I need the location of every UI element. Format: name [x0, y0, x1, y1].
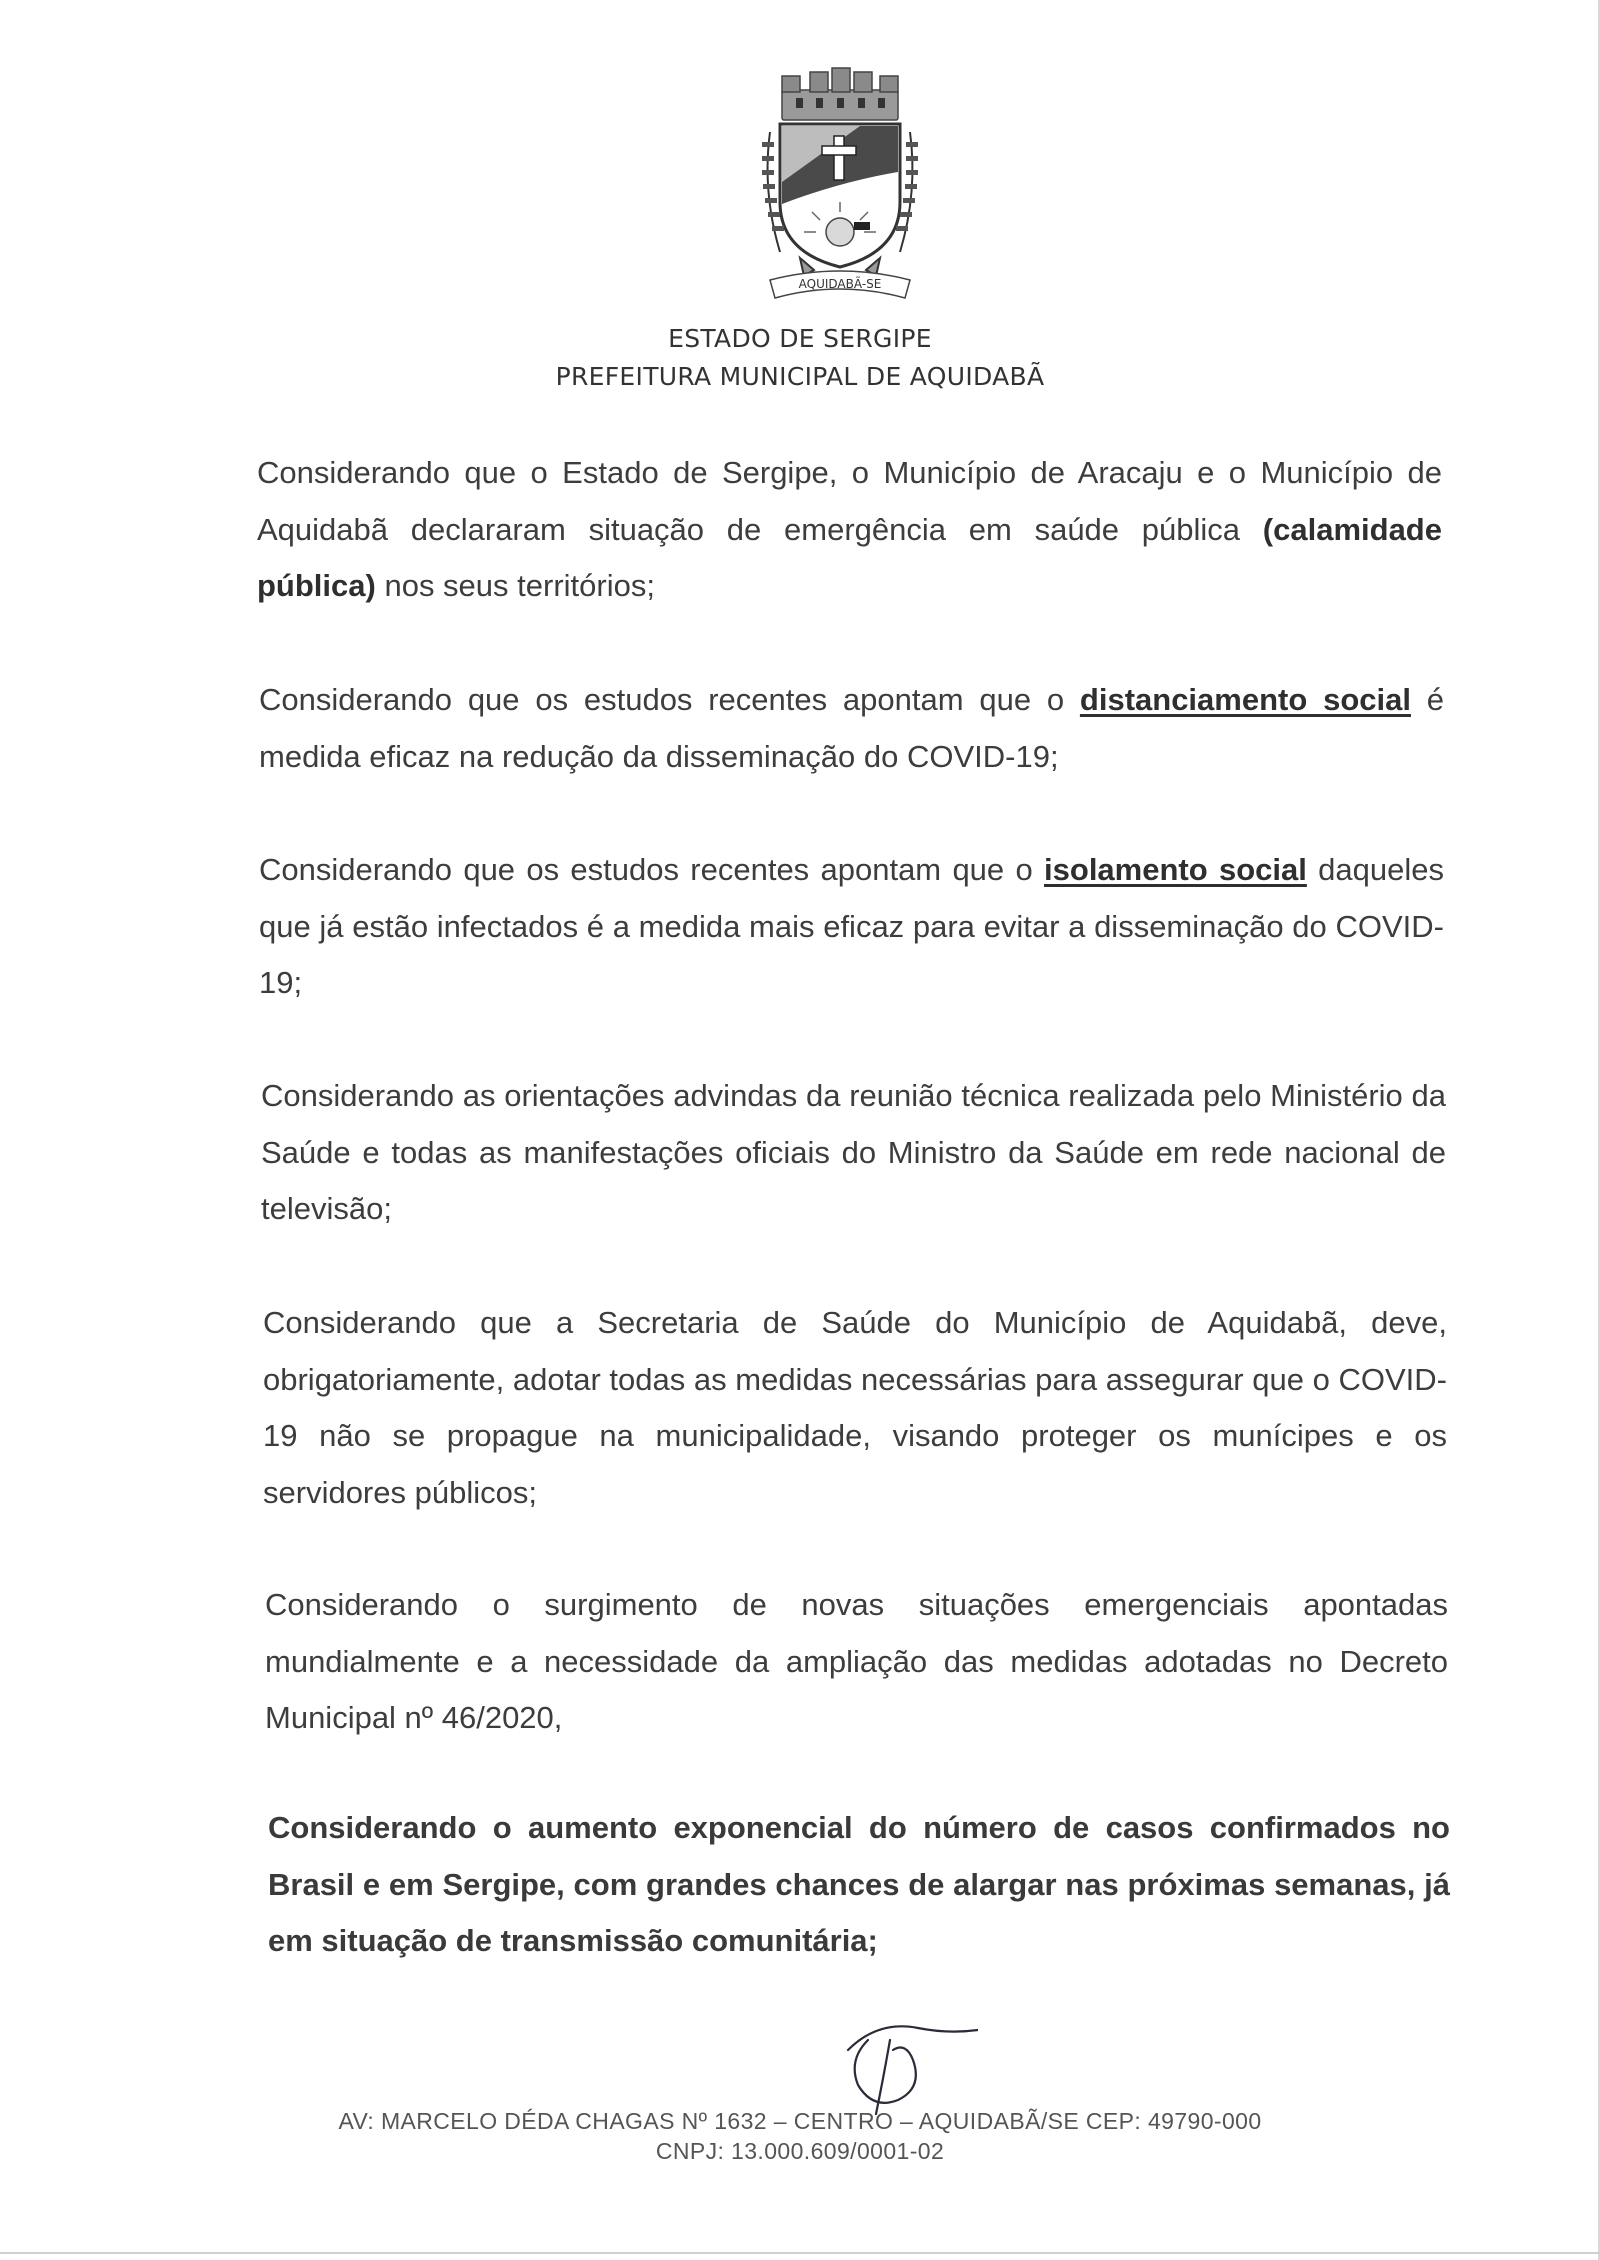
paragraph-text: Considerando que os estudos recentes apontam que o: [259, 852, 1045, 887]
paragraph-4: Considerando as orientações advindas da reunião técnica realizada pelo Ministério da Saúde e todas as manifestações oficiais do Ministro da Saúde em rede nacional de televisão;: [261, 1078, 1446, 1226]
handwritten-initial-icon: [828, 2010, 978, 2120]
paragraph-5: Considerando que a Secretaria de Saúde do Município de Aquidabã, deve, obrigatoriamente, adotar todas as medidas necessárias para assegurar que o COVID-19 não se propague na municipalidade, visando proteger os munícipes e os servidores públicos;: [263, 1305, 1447, 1510]
header-municipality: PREFEITURA MUNICIPAL DE AQUIDABÃ: [555, 362, 1045, 391]
paragraph-1: [257, 445, 1442, 615]
footer-address: AV: MARCELO DÉDA CHAGAS Nº 1632 – CENTRO – AQUIDABÃ/SE CEP: 49790-000: [338, 2108, 1262, 2134]
paragraph-text: Considerando que o Estado de Sergipe, o Município de Aracaju e o Município de Aquidabã declararam situação de emergência em saúde pública: [257, 455, 1442, 547]
paragraph-text: daqueles que já estão infectados é a medida mais eficaz para evitar a disseminação do COVID-19;: [259, 852, 1445, 1000]
scan-edge: [0, 2252, 1600, 2254]
paragraph-7: Considerando o aumento exponencial do número de casos confirmados no Brasil e em Sergipe, com grandes chances de alargar nas próximas semanas, já em situação de transmissão comunitária;: [268, 1810, 1450, 1958]
bold-text: (calamidade pública): [257, 511, 1442, 603]
underlined-bold-text: distanciamento social: [1079, 682, 1411, 717]
paragraph-2: [259, 672, 1444, 785]
paragraph-text: nos seus territórios;: [375, 568, 655, 603]
underlined-bold-text: isolamento social: [1044, 852, 1307, 887]
paragraph-text: é medida eficaz na redução da disseminação do COVID-19;: [259, 682, 1445, 774]
municipal-coat-of-arms-icon: [740, 62, 940, 312]
paragraph-3: [259, 842, 1444, 1012]
paragraph-text: Considerando que os estudos recentes apontam que o: [259, 682, 1080, 717]
paragraph-6: Considerando o surgimento de novas situações emergenciais apontadas mundialmente e a necessidade da ampliação das medidas adotadas no Decreto Municipal nº 46/2020,: [265, 1587, 1448, 1735]
crest-banner-text: AQUIDABÃ-SE: [798, 277, 882, 291]
header-state: ESTADO DE SERGIPE: [668, 324, 932, 353]
footer-cnpj: CNPJ: 13.000.609/0001-02: [655, 2138, 945, 2164]
